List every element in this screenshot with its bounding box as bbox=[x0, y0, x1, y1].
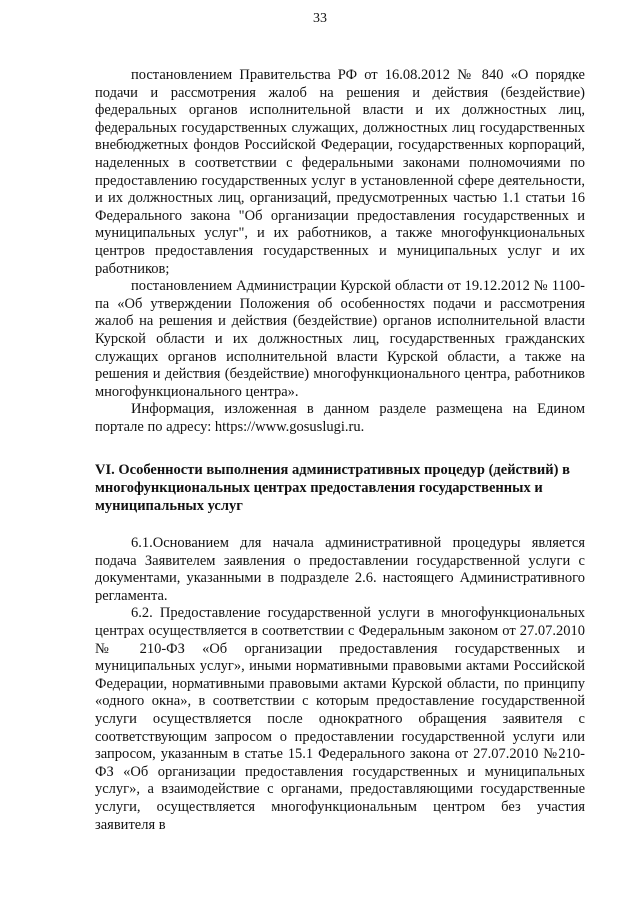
paragraph-6-2: 6.2. Предоставление государственной услуги в многофункциональных центрах осуществляется в соответствии с Федеральным законом от 27.07.2010 № 210-ФЗ «Об организации предоставления государственных и муниципальных услуг», иными нормативными правовыми актами Российской Федерации, нормативными правовыми актами Курской области, по принципу «одного окна», в соответствии с которым предоставление государственной услуги осуществляется после однократного обращения заявителя с соответствующим запросом о предоставлении государственной услуги или запросом, указанным в статье 15.1 Федерального закона от 27.07.2010 №210-ФЗ «Об организации предоставления государственных и муниципальных услуг», а взаимодействие с органами, предоставляющими государственные услуги, осуществляется многофункциональным центром без участия заявителя в bbox=[95, 605, 585, 833]
section-heading: VI. Особенности выполнения административных процедур (действий) в многофункциональных центрах предоставления государственных и муниципальных услуг bbox=[95, 462, 570, 514]
paragraph-resolution-1100: постановлением Администрации Курской области от 19.12.2012 № 1100-па «Об утверждении Положения об особенностях подачи и рассмотрения жалоб на решения и действия (бездействие) органов исполнительной власти Курской области и их должностных лиц, государственных гражданских служащих органов исполнительной власти Курской области, а также на решения и действия (бездействие) многофункционального центра, работников многофункционального центра». bbox=[95, 278, 585, 400]
paragraph-portal-info: Информация, изложенная в данном разделе размещена на Едином портале по адресу: https://www.gosuslugi.ru. bbox=[95, 401, 585, 435]
paragraph-resolution-840: постановлением Правительства РФ от 16.08.2012 № 840 «О порядке подачи и рассмотрения жалоб на решения и действия (бездействие) федеральных органов исполнительной власти и их должностных лиц, федеральных государственных служащих, должностных лиц государственных внебюджетных фондов Российской Федерации, государственных корпораций, наделенных в соответствии с федеральными законами полномочиями по предоставлению государственных услуг в установленной сфере деятельности, и их должностных лиц, организаций, предусмотренных частью 1.1 статьи 16 Федерального закона "Об организации предоставления государственных и муниципальных услуг", и их работников, а также многофункциональных центров предоставления государственных и муниципальных услуг и их работников; bbox=[95, 67, 585, 277]
body-text-top bbox=[95, 67, 585, 436]
body-text-bottom bbox=[95, 535, 585, 834]
paragraph-6-1: 6.1.Основанием для начала административной процедуры является подача Заявителем заявления о предоставлении государственной услуги с документами, указанными в подразделе 2.6. настоящего Административного регламента. bbox=[95, 535, 585, 604]
page-number: 33 bbox=[313, 11, 327, 26]
